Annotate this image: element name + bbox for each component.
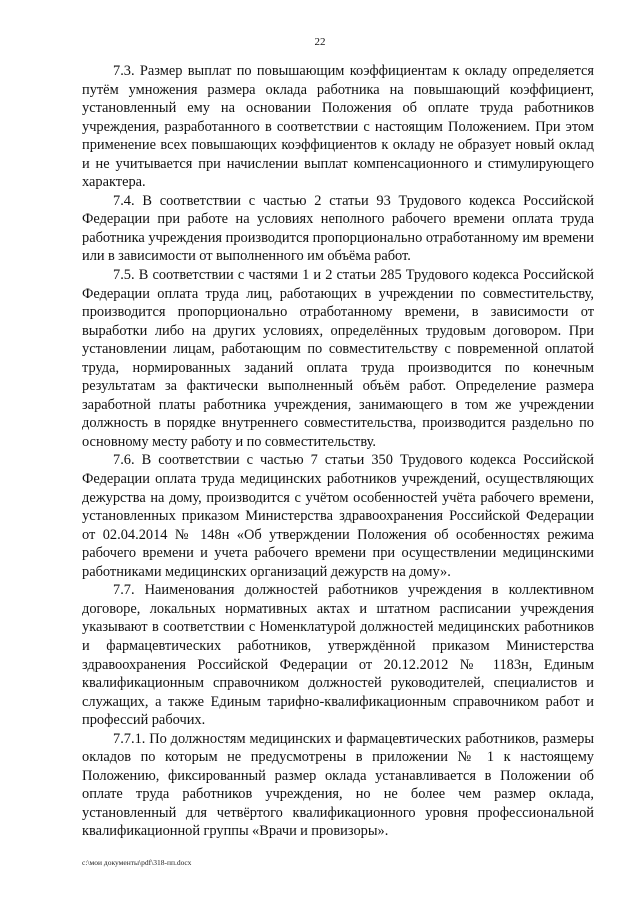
- footer-file-path: c:\мои документы\pdf\318-пп.docx: [82, 858, 192, 867]
- document-body: [82, 62, 594, 841]
- paragraph-7-5: 7.5. В соответствии с частями 1 и 2 статьи 285 Трудового кодекса Российской Федерации оплата труда лиц, работающих в учреждении по совместительству, производится пропорционально отработанному времени, в зависимости от выработки либо на других условиях, определённых трудовым договором. При установлении лицам, работающим по совместительству с повременной оплатой труда, нормированных заданий оплата труда производится по конечным результатам за фактически выполненный объём работ. Определение размера заработной платы работника учреждения, занимающего в том же учреждении должность в порядке внутреннего совместительства, производится раздельно по основному месту работу и по совместительству.: [82, 267, 594, 450]
- paragraph-7-7: 7.7. Наименования должностей работников учреждения в коллективном договоре, локальных нормативных актах и штатном расписании учреждения указывают в соответствии с Номенклатурой должностей медицинских работников и фармацевтических работников, утверждённой приказом Министерства здравоохранения Российской Федерации от 20.12.2012 № 1183н, Единым квалификационным справочником должностей руководителей, специалистов и служащих, а также Единым тарифно-квалификационным справочником работ и профессий рабочих.: [82, 582, 594, 729]
- paragraph-7-7-1: 7.7.1. По должностям медицинских и фармацевтических работников, размеры окладов по которым не предусмотрены в приложении № 1 к настоящему Положению, фиксированный размер оклада устанавливается в Положении об оплате труда работников учреждения, но не более чем размер оклада, установленный для четвёртого квалификационного уровня профессиональной квалификационной группы «Врачи и провизоры».: [82, 730, 594, 840]
- page-number: 22: [314, 36, 326, 48]
- paragraph-7-6: 7.6. В соответствии с частью 7 статьи 350 Трудового кодекса Российской Федерации оплата труда медицинских работников учреждений, осуществляющих дежурства на дому, производится с учётом особенностей учёта рабочего времени, установленных приказом Министерства здравоохранения Российской Федерации от 02.04.2014 № 148н «Об утверждении Положения об особенностях режима рабочего времени и учета рабочего времени при осуществлении медицинскими работниками медицинских организаций дежурств на дому».: [82, 452, 594, 580]
- paragraph-7-3: 7.3. Размер выплат по повышающим коэффициентам к окладу определяется путём умножения размера оклада работника на повышающий коэффициент, установленный ему на основании Положения об оплате труда работников учреждения, разработанного в соответствии с настоящим Положением. При этом применение всех повышающих коэффициентов к окладу не образует новый оклад и не учитывается при начислении выплат компенсационного и стимулирующего характера.: [82, 63, 594, 191]
- paragraph-7-4: 7.4. В соответствии с частью 2 статьи 93 Трудового кодекса Российской Федерации при работе на условиях неполного рабочего времени оплата труда работника учреждения производится пропорционально отработанному им времени или в зависимости от выполненного им объёма работ.: [82, 192, 594, 265]
